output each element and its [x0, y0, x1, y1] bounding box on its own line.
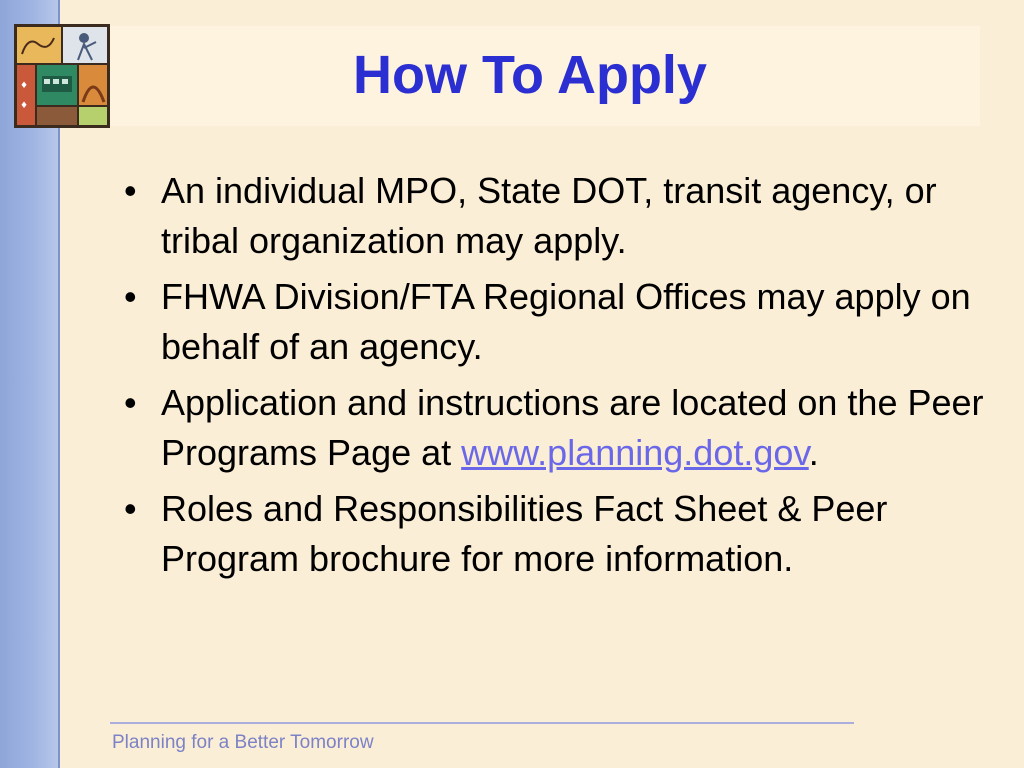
bullet-text-end: .: [808, 432, 819, 473]
svg-text:♦: ♦: [20, 81, 29, 91]
bullet-text: FHWA Division/FTA Regional Offices may apply on behalf of an agency.: [161, 276, 971, 367]
bullet-item: [118, 484, 988, 584]
planning-collage-logo-icon: [14, 24, 110, 128]
bullet-item: [118, 272, 988, 372]
bullet-list: [118, 166, 988, 590]
bullet-dot: •: [124, 382, 137, 423]
bullet-text: An individual MPO, State DOT, transit agency, or tribal organization may apply.: [161, 170, 937, 261]
bullet-text: Roles and Responsibilities Fact Sheet & Peer Program brochure for more information.: [161, 488, 888, 579]
footer-tagline: Planning for a Better Tomorrow: [112, 732, 374, 753]
bullet-item: [118, 378, 988, 478]
bullet-dot: •: [124, 488, 137, 529]
svg-text:♦: ♦: [20, 101, 29, 111]
bullet-text: Application and instructions are located on the Peer Programs Page at: [161, 382, 984, 473]
slide-title: How To Apply: [353, 45, 707, 105]
planning-website-link[interactable]: www.planning.dot.gov: [461, 432, 809, 473]
bullet-dot: •: [124, 170, 137, 211]
footer-divider: [110, 722, 854, 724]
bullet-dot: •: [124, 276, 137, 317]
bullet-item: [118, 166, 988, 266]
